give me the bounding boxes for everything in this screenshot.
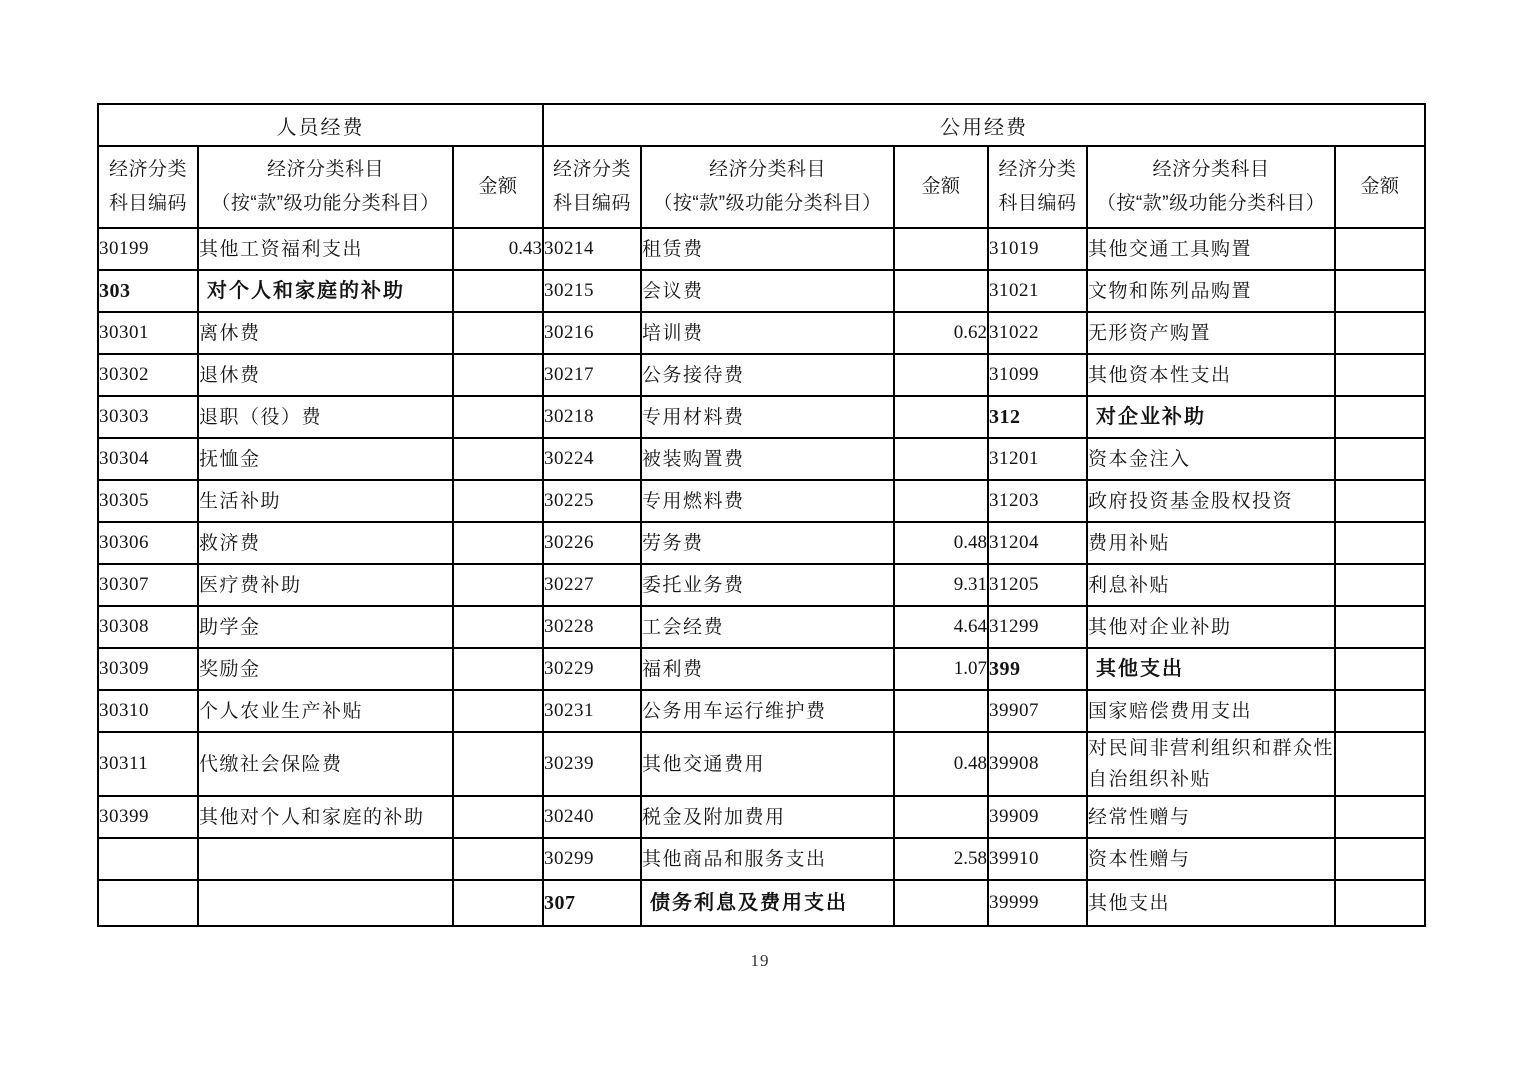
col-header-code-line1: 经济分类 bbox=[108, 159, 187, 180]
econ-code-cell: 30399 bbox=[98, 796, 198, 838]
econ-code-cell: 30239 bbox=[543, 732, 641, 796]
amount-cell bbox=[1335, 732, 1425, 796]
econ-code-cell: 30225 bbox=[543, 480, 641, 522]
econ-subject-cell: 个人农业生产补贴 bbox=[198, 690, 453, 732]
amount-cell bbox=[894, 480, 988, 522]
amount-cell: 0.48 bbox=[894, 732, 988, 796]
amount-cell bbox=[1335, 606, 1425, 648]
econ-code-cell: 39908 bbox=[988, 732, 1087, 796]
amount-cell bbox=[1335, 880, 1425, 926]
econ-subject-cell: 公务用车运行维护费 bbox=[641, 690, 894, 732]
econ-subject-cell: 代缴社会保险费 bbox=[198, 732, 453, 796]
amount-cell bbox=[1335, 228, 1425, 270]
table-row bbox=[98, 396, 1425, 438]
econ-subject-cell: 对企业补助 bbox=[1087, 396, 1335, 438]
econ-code-cell: 30306 bbox=[98, 522, 198, 564]
econ-subject-cell: 其他资本性支出 bbox=[1087, 354, 1335, 396]
econ-code-cell: 30224 bbox=[543, 438, 641, 480]
econ-subject-cell: 政府投资基金股权投资 bbox=[1087, 480, 1335, 522]
econ-subject-cell bbox=[198, 880, 453, 926]
amount-cell bbox=[453, 354, 543, 396]
econ-code-cell: 30229 bbox=[543, 648, 641, 690]
amount-cell bbox=[1335, 354, 1425, 396]
table-row bbox=[98, 564, 1425, 606]
econ-code-cell: 30231 bbox=[543, 690, 641, 732]
amount-cell bbox=[453, 690, 543, 732]
econ-subject-cell: 被装购置费 bbox=[641, 438, 894, 480]
econ-code-cell: 30311 bbox=[98, 732, 198, 796]
econ-subject-cell: 其他交通费用 bbox=[641, 732, 894, 796]
col-header-subject-line1: 经济分类科目 bbox=[266, 159, 384, 180]
econ-subject-cell: 专用材料费 bbox=[641, 396, 894, 438]
econ-code-cell: 30215 bbox=[543, 270, 641, 312]
col-header-subject bbox=[1087, 146, 1335, 228]
amount-cell bbox=[894, 438, 988, 480]
table-row bbox=[98, 270, 1425, 312]
col-header-subject-line2: （按“款”级功能分类科目） bbox=[1096, 193, 1326, 214]
econ-code-cell: 31203 bbox=[988, 480, 1087, 522]
amount-cell bbox=[1335, 648, 1425, 690]
econ-subject-cell: 利息补贴 bbox=[1087, 564, 1335, 606]
table-row bbox=[98, 522, 1425, 564]
econ-subject-cell: 生活补助 bbox=[198, 480, 453, 522]
amount-cell bbox=[453, 564, 543, 606]
econ-subject-cell: 文物和陈列品购置 bbox=[1087, 270, 1335, 312]
econ-code-cell: 312 bbox=[988, 396, 1087, 438]
col-header-amount: 金额 bbox=[894, 146, 988, 228]
col-header-code bbox=[543, 146, 641, 228]
econ-subject-cell: 委托业务费 bbox=[641, 564, 894, 606]
col-header-subject-line1: 经济分类科目 bbox=[1152, 159, 1270, 180]
econ-code-cell: 30310 bbox=[98, 690, 198, 732]
econ-code-cell: 303 bbox=[98, 270, 198, 312]
public-funds-header: 公用经费 bbox=[543, 104, 1425, 146]
col-header-code-line2: 科目编码 bbox=[108, 193, 187, 214]
econ-code-cell: 39907 bbox=[988, 690, 1087, 732]
amount-cell: 9.31 bbox=[894, 564, 988, 606]
econ-code-cell: 31299 bbox=[988, 606, 1087, 648]
econ-subject-cell: 救济费 bbox=[198, 522, 453, 564]
econ-subject-cell: 其他支出 bbox=[1087, 648, 1335, 690]
econ-subject-cell: 会议费 bbox=[641, 270, 894, 312]
col-header-amount: 金额 bbox=[453, 146, 543, 228]
col-header-subject bbox=[641, 146, 894, 228]
econ-code-cell: 31022 bbox=[988, 312, 1087, 354]
econ-code-cell: 31019 bbox=[988, 228, 1087, 270]
econ-code-cell: 30303 bbox=[98, 396, 198, 438]
econ-subject-cell: 劳务费 bbox=[641, 522, 894, 564]
econ-subject-cell: 债务利息及费用支出 bbox=[641, 880, 894, 926]
col-header-subject bbox=[198, 146, 453, 228]
econ-code-cell: 30304 bbox=[98, 438, 198, 480]
econ-subject-cell: 奖励金 bbox=[198, 648, 453, 690]
econ-subject-cell: 助学金 bbox=[198, 606, 453, 648]
personnel-funds-header: 人员经费 bbox=[98, 104, 543, 146]
econ-code-cell: 399 bbox=[988, 648, 1087, 690]
table-row bbox=[98, 438, 1425, 480]
econ-subject-cell bbox=[198, 838, 453, 880]
amount-cell: 1.07 bbox=[894, 648, 988, 690]
econ-subject-cell: 其他交通工具购置 bbox=[1087, 228, 1335, 270]
amount-cell bbox=[453, 438, 543, 480]
amount-cell bbox=[1335, 396, 1425, 438]
econ-subject-cell: 对民间非营利组织和群众性自治组织补贴 bbox=[1087, 732, 1335, 796]
amount-cell: 4.64 bbox=[894, 606, 988, 648]
econ-code-cell: 31201 bbox=[988, 438, 1087, 480]
econ-code-cell bbox=[98, 838, 198, 880]
amount-cell: 0.43 bbox=[453, 228, 543, 270]
econ-subject-cell: 退休费 bbox=[198, 354, 453, 396]
col-header-code bbox=[988, 146, 1087, 228]
page-number: 19 bbox=[750, 951, 770, 970]
amount-cell bbox=[1335, 480, 1425, 522]
econ-subject-cell: 离休费 bbox=[198, 312, 453, 354]
amount-cell bbox=[1335, 564, 1425, 606]
table-row bbox=[98, 480, 1425, 522]
econ-code-cell: 30299 bbox=[543, 838, 641, 880]
econ-subject-cell: 租赁费 bbox=[641, 228, 894, 270]
econ-code-cell: 30309 bbox=[98, 648, 198, 690]
econ-subject-cell: 经常性赠与 bbox=[1087, 796, 1335, 838]
econ-subject-cell: 福利费 bbox=[641, 648, 894, 690]
amount-cell bbox=[1335, 690, 1425, 732]
amount-cell bbox=[1335, 796, 1425, 838]
econ-code-cell: 30307 bbox=[98, 564, 198, 606]
amount-cell bbox=[894, 270, 988, 312]
econ-subject-cell: 其他商品和服务支出 bbox=[641, 838, 894, 880]
col-header-code-line1: 经济分类 bbox=[552, 159, 631, 180]
amount-cell bbox=[453, 606, 543, 648]
amount-cell bbox=[1335, 270, 1425, 312]
table-row bbox=[98, 732, 1425, 796]
econ-code-cell: 31205 bbox=[988, 564, 1087, 606]
amount-cell bbox=[894, 396, 988, 438]
amount-cell bbox=[453, 480, 543, 522]
econ-subject-cell: 税金及附加费用 bbox=[641, 796, 894, 838]
table-row bbox=[98, 690, 1425, 732]
econ-subject-cell: 医疗费补助 bbox=[198, 564, 453, 606]
col-header-amount: 金额 bbox=[1335, 146, 1425, 228]
amount-cell bbox=[1335, 438, 1425, 480]
amount-cell bbox=[894, 228, 988, 270]
econ-code-cell: 30227 bbox=[543, 564, 641, 606]
econ-code-cell: 30302 bbox=[98, 354, 198, 396]
econ-subject-cell: 培训费 bbox=[641, 312, 894, 354]
econ-subject-cell: 其他工资福利支出 bbox=[198, 228, 453, 270]
table-row bbox=[98, 648, 1425, 690]
column-header-row bbox=[98, 146, 1425, 228]
table-row bbox=[98, 796, 1425, 838]
econ-subject-cell: 其他对企业补助 bbox=[1087, 606, 1335, 648]
econ-code-cell: 30217 bbox=[543, 354, 641, 396]
econ-subject-cell: 公务接待费 bbox=[641, 354, 894, 396]
econ-subject-cell: 国家赔偿费用支出 bbox=[1087, 690, 1335, 732]
table-row bbox=[98, 228, 1425, 270]
econ-subject-cell: 工会经费 bbox=[641, 606, 894, 648]
table-row bbox=[98, 838, 1425, 880]
amount-cell bbox=[453, 838, 543, 880]
amount-cell bbox=[453, 270, 543, 312]
table-row bbox=[98, 354, 1425, 396]
col-header-subject-line2: （按“款”级功能分类科目） bbox=[211, 193, 440, 214]
econ-code-cell: 39910 bbox=[988, 838, 1087, 880]
amount-cell: 2.58 bbox=[894, 838, 988, 880]
econ-subject-cell: 退职（役）费 bbox=[198, 396, 453, 438]
econ-subject-cell: 资本金注入 bbox=[1087, 438, 1335, 480]
amount-cell bbox=[453, 732, 543, 796]
econ-subject-cell: 抚恤金 bbox=[198, 438, 453, 480]
col-header-code-line2: 科目编码 bbox=[998, 193, 1077, 214]
amount-cell bbox=[894, 354, 988, 396]
amount-cell bbox=[894, 796, 988, 838]
econ-code-cell: 30218 bbox=[543, 396, 641, 438]
table-row bbox=[98, 606, 1425, 648]
econ-subject-cell: 无形资产购置 bbox=[1087, 312, 1335, 354]
amount-cell: 0.62 bbox=[894, 312, 988, 354]
amount-cell bbox=[1335, 312, 1425, 354]
col-header-code-line1: 经济分类 bbox=[998, 159, 1077, 180]
amount-cell bbox=[1335, 522, 1425, 564]
amount-cell bbox=[453, 522, 543, 564]
table-row bbox=[98, 312, 1425, 354]
amount-cell: 0.48 bbox=[894, 522, 988, 564]
amount-cell bbox=[453, 880, 543, 926]
econ-subject-cell: 其他对个人和家庭的补助 bbox=[198, 796, 453, 838]
econ-subject-cell: 资本性赠与 bbox=[1087, 838, 1335, 880]
col-header-code bbox=[98, 146, 198, 228]
econ-code-cell: 30226 bbox=[543, 522, 641, 564]
econ-code-cell bbox=[98, 880, 198, 926]
col-header-subject-line1: 经济分类科目 bbox=[708, 159, 826, 180]
econ-code-cell: 307 bbox=[543, 880, 641, 926]
econ-code-cell: 30199 bbox=[98, 228, 198, 270]
econ-code-cell: 39999 bbox=[988, 880, 1087, 926]
econ-code-cell: 30308 bbox=[98, 606, 198, 648]
col-header-code-line2: 科目编码 bbox=[552, 193, 631, 214]
econ-subject-cell: 对个人和家庭的补助 bbox=[198, 270, 453, 312]
col-header-subject-line2: （按“款”级功能分类科目） bbox=[653, 193, 882, 214]
budget-table bbox=[97, 103, 1426, 927]
econ-subject-cell: 费用补贴 bbox=[1087, 522, 1335, 564]
econ-code-cell: 31099 bbox=[988, 354, 1087, 396]
amount-cell bbox=[453, 396, 543, 438]
table-row bbox=[98, 880, 1425, 926]
group-header-row bbox=[98, 104, 1425, 146]
econ-subject-cell: 专用燃料费 bbox=[641, 480, 894, 522]
econ-code-cell: 30305 bbox=[98, 480, 198, 522]
econ-code-cell: 39909 bbox=[988, 796, 1087, 838]
amount-cell bbox=[453, 648, 543, 690]
amount-cell bbox=[453, 312, 543, 354]
amount-cell bbox=[1335, 838, 1425, 880]
amount-cell bbox=[453, 796, 543, 838]
econ-code-cell: 31204 bbox=[988, 522, 1087, 564]
econ-code-cell: 30240 bbox=[543, 796, 641, 838]
econ-code-cell: 30216 bbox=[543, 312, 641, 354]
econ-subject-cell: 其他支出 bbox=[1087, 880, 1335, 926]
econ-code-cell: 31021 bbox=[988, 270, 1087, 312]
amount-cell bbox=[894, 880, 988, 926]
econ-code-cell: 30228 bbox=[543, 606, 641, 648]
amount-cell bbox=[894, 690, 988, 732]
econ-code-cell: 30214 bbox=[543, 228, 641, 270]
econ-code-cell: 30301 bbox=[98, 312, 198, 354]
